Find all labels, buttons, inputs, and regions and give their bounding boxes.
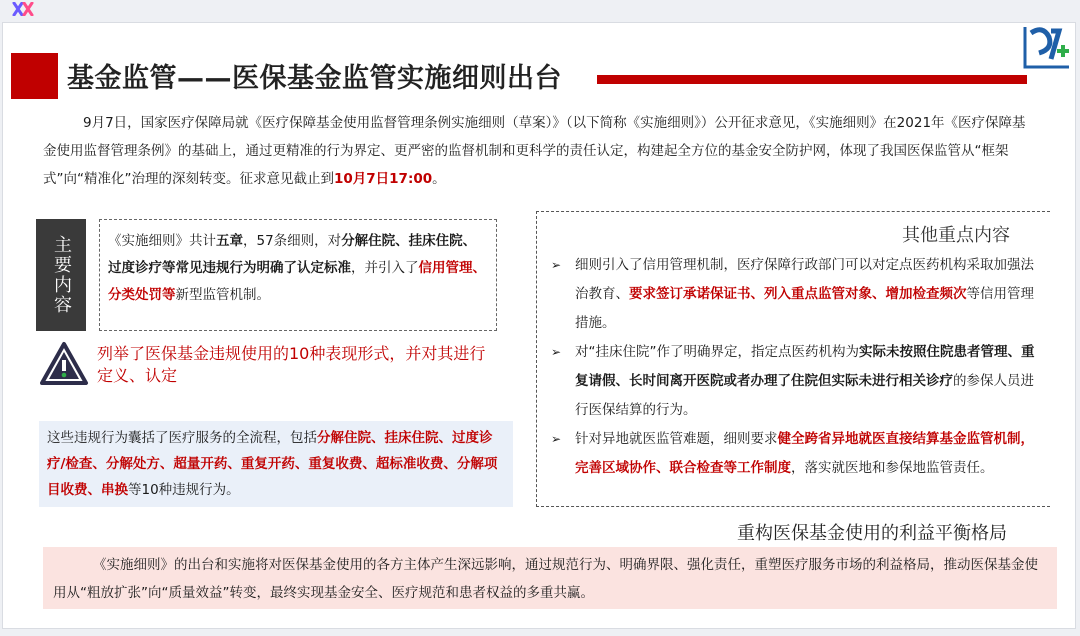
main-text-3: ，57条细则，对 bbox=[243, 233, 342, 249]
app-logo-icon bbox=[12, 2, 34, 16]
title-underline bbox=[597, 75, 1027, 84]
rebuild-box bbox=[43, 547, 1057, 609]
violations-text-3: 等10种违规行为。 bbox=[128, 482, 240, 498]
main-text-7: 新型监管机制。 bbox=[175, 287, 270, 303]
arrow-bullet-icon: ➢ bbox=[551, 432, 562, 446]
arrow-bullet-icon: ➢ bbox=[551, 345, 562, 359]
violations-text-1: 这些违规行为囊括了医疗服务的全流程，包括 bbox=[47, 430, 317, 446]
item-highlight: 要求签订承诺保证书、列入重点监管对象、增加检查频次 bbox=[629, 286, 967, 302]
rebuild-title: 重构医保基金使用的利益平衡格局 bbox=[737, 523, 1007, 544]
title-accent-block bbox=[11, 53, 58, 99]
item-highlight: 健全跨省异地就医直接结算基金监管机制，完善区域协作、联合检查等工作制度 bbox=[575, 431, 1034, 476]
item-text-end: ，落实就医地和参保地监管责任。 bbox=[791, 460, 994, 476]
item-text: 针对异地就医监管难题，细则要求 bbox=[575, 431, 778, 447]
main-text-2: 五章 bbox=[216, 233, 243, 249]
rebuild-text: 《实施细则》的出台和实施将对医保基金使用的各方主体产生深远影响，通过规范行为、明确界限、强化责任，重塑医疗服务市场的利益格局，推动医保基金使用从“粗放扩张”向“质量效益”转变，最终实现基金安全、医疗规范和患者权益的多重共赢。 bbox=[53, 557, 1038, 601]
main-text-1: 《实施细则》共计 bbox=[108, 233, 216, 249]
arrow-bullet-icon: ➢ bbox=[551, 258, 562, 272]
violations-box bbox=[39, 421, 513, 507]
intro-paragraph bbox=[43, 109, 1033, 193]
main-text-5: ，并引入了 bbox=[351, 260, 419, 276]
deadline-text: 10月7日17:00 bbox=[333, 171, 433, 187]
list-item bbox=[551, 425, 1046, 483]
other-points-title: 其他重点内容 bbox=[898, 221, 1014, 247]
item-text: 对“挂床住院”作了明确界定，指定点医药机构为 bbox=[575, 344, 859, 360]
item-text-end: 等信用管理措施。 bbox=[575, 286, 1034, 331]
main-text-6: 信用管理、分类处罚等 bbox=[108, 260, 486, 303]
list-item bbox=[551, 338, 1046, 425]
main-content-box bbox=[99, 219, 497, 331]
item-highlight: 实际未按照住院患者管理、重复请假、长时间离开医院或者办理了住院但实际未进行相关诊疗 bbox=[575, 344, 1035, 389]
item-text: 细则引入了信用管理机制，医疗保障行政部门可以对定点医药机构采取加强法治教育、 bbox=[575, 257, 1034, 302]
intro-text: 9月7日，国家医疗保障局就《医疗保障基金使用监督管理条例实施细则（草案）》（以下简称《实施细则》）公开征求意见，《实施细则》在2021年《医疗保障基金使用监督管理条例》的基础上，通过更精准的行为界定、更严密的监督机制和更科学的责任认定，构建起全方位的基金安全防护网，体现了我国医保监管从“框架式”向“精准化”治理的深刻转变。征求意见截止到 bbox=[43, 115, 1026, 187]
main-content-tag-label: 主要内容 bbox=[51, 235, 72, 315]
corner-logo-icon bbox=[1021, 23, 1073, 73]
warning-text: 列举了医保基金违规使用的10种表现形式，并对其进行定义、认定 bbox=[97, 344, 486, 385]
slide bbox=[2, 22, 1076, 629]
list-item bbox=[551, 251, 1046, 338]
main-text-4: 分解住院、挂床住院、过度诊疗等常见违规行为明确了认定标准 bbox=[108, 233, 477, 276]
other-points-list bbox=[551, 251, 1046, 483]
violations-text-2: 分解住院、挂床住院、过度诊疗/检查、分解处方、超量开药、重复开药、重复收费、超标准收费、分解项目收费、串换 bbox=[47, 430, 498, 498]
item-text-end: 的参保人员进行医保结算的行为。 bbox=[575, 373, 1034, 418]
main-content-tag bbox=[36, 219, 86, 331]
page-title: 基金监管——医保基金监管实施细则出台 bbox=[67, 63, 562, 94]
warning-icon bbox=[39, 341, 89, 387]
intro-end: 。 bbox=[432, 171, 446, 187]
